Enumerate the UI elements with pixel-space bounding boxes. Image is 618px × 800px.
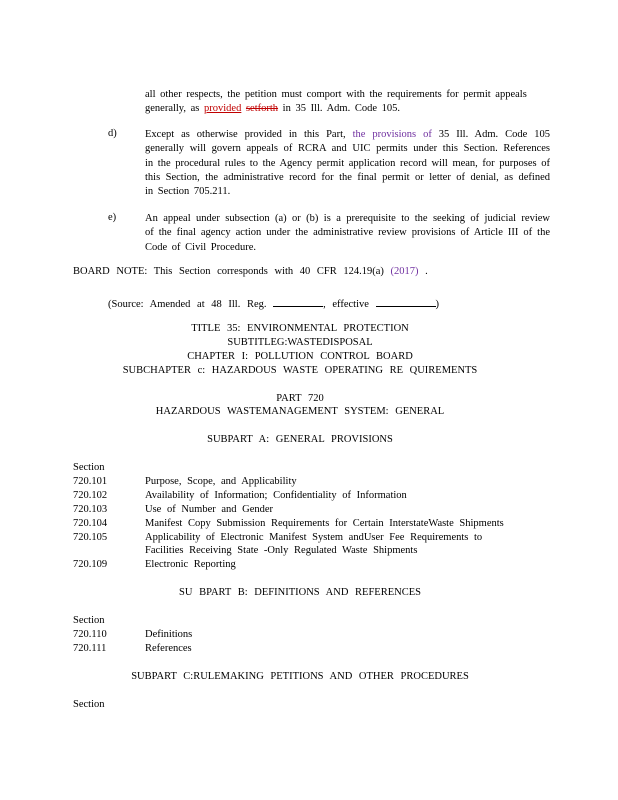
part-name-heading: HAZARDOUS WASTEMANAGEMENT SYSTEM: GENERAL xyxy=(155,406,445,417)
section-number: 720.105 xyxy=(73,532,108,543)
subpart-b-title: SU BPART B: DEFINITIONS AND REFERENCES xyxy=(179,587,421,598)
paragraph-d xyxy=(145,128,550,199)
section-number: 720.110 xyxy=(73,629,107,640)
section-number: 720.103 xyxy=(73,504,108,515)
title-heading: TITLE 35: ENVIRONMENTAL PROTECTION xyxy=(191,323,409,334)
para-d-text-start: Except as otherwise provided in this Part, xyxy=(145,129,353,140)
subpart-a-title: SUBPART A: GENERAL PROVISIONS xyxy=(207,434,393,445)
para-c-line1: all other respects, the petition must comport with the requirements for permit appeals xyxy=(145,89,527,100)
board-note-end: . xyxy=(425,266,428,277)
subchapter-heading: SUBCHAPTER c: HAZARDOUS WASTE OPERATING RE QUIREMENTS xyxy=(122,365,478,376)
board-note xyxy=(73,266,428,277)
section-description: Purpose, Scope, and Applicability xyxy=(145,476,297,487)
section-label: Section xyxy=(73,699,105,710)
section-number: 720.102 xyxy=(73,490,108,501)
para-c-line2-end: in 35 Ill. Adm. Code 105. xyxy=(278,103,401,115)
section-label: Section xyxy=(73,615,105,626)
para-d-inserted: the provisions of xyxy=(352,129,432,140)
section-description: Availability of Information; Confidentiality of Information xyxy=(145,490,407,501)
para-c-line2-start: generally, as xyxy=(145,103,205,115)
section-number: 720.104 xyxy=(73,518,108,529)
section-description: Electronic Reporting xyxy=(145,559,236,570)
part-heading: PART 720 xyxy=(276,393,324,404)
section-number: 720.111 xyxy=(73,643,107,654)
section-label: Section xyxy=(73,462,105,473)
section-description: Manifest Copy Submission Requirements for Certain InterstateWaste Shipments xyxy=(145,518,504,529)
section-description: Definitions xyxy=(145,629,193,640)
section-number: 720.109 xyxy=(73,559,108,570)
inserted-text: provided xyxy=(204,103,242,115)
board-note-text: BOARD NOTE: This Section corresponds with 40 CFR 124.19(a) xyxy=(73,266,384,277)
para-e-marker: e) xyxy=(108,212,117,223)
section-description: References xyxy=(145,643,192,654)
paragraph-e: An appeal under subsection (a) or (b) is a prerequisite to the seeking of judicial review of the final agency action under the administrative review provisions of Article III of the Code of Civil Procedure. xyxy=(145,213,550,253)
source-effective: , effective xyxy=(323,299,369,310)
reg-blank xyxy=(273,296,323,307)
board-note-year: (2017) xyxy=(390,266,419,277)
chapter-heading: CHAPTER I: POLLUTION CONTROL BOARD xyxy=(187,351,413,362)
subpart-c-title: SUBPART C:RULEMAKING PETITIONS AND OTHER PROCEDURES xyxy=(131,671,469,682)
deleted-text: setforth xyxy=(245,103,279,115)
source-line xyxy=(108,296,439,310)
section-number: 720.101 xyxy=(73,476,108,487)
source-text: (Source: Amended at 48 Ill. Reg. xyxy=(108,299,267,310)
paragraph-c-continuation xyxy=(145,88,550,117)
subtitle-heading: SUBTITLEG:WASTEDISPOSAL xyxy=(227,337,373,348)
section-description-continued: Facilities Receiving State -Only Regulated Waste Shipments xyxy=(145,545,418,556)
para-d-text-end: 35 Ill. Adm. Code 105 generally will govern appeals of RCRA and UIC permits under this Section. References in the procedural rules to the Agency permit application record will mean, for purposes of this Section, the administrative record for the final permit or letter of denial, as defined in Section 705.211. xyxy=(145,129,551,198)
effective-blank xyxy=(376,296,436,307)
section-description: Applicability of Electronic Manifest System andUser Fee Requirements to xyxy=(145,532,483,543)
section-description: Use of Number and Gender xyxy=(145,504,274,515)
para-d-marker: d) xyxy=(108,128,117,139)
source-close: ) xyxy=(435,299,440,310)
